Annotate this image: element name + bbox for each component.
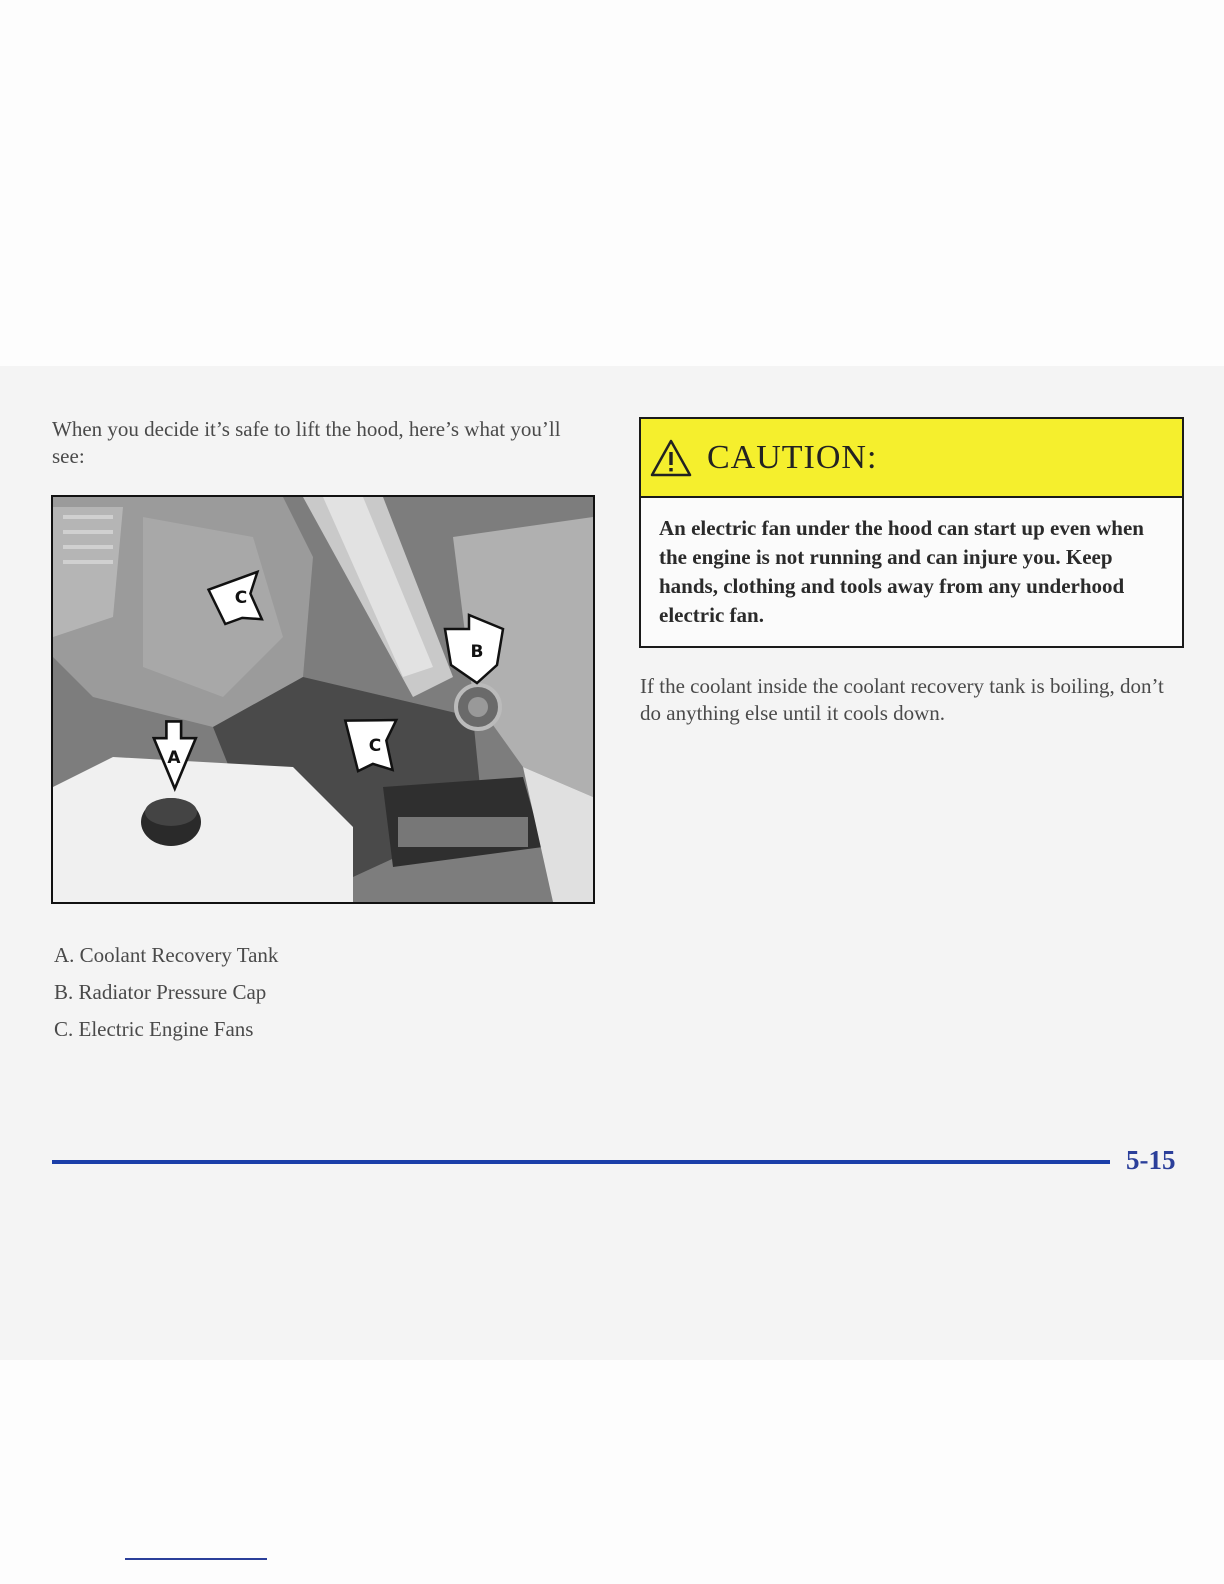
component-legend — [54, 940, 278, 1051]
callout-label: B — [470, 642, 484, 662]
intro-text: When you decide it’s safe to lift the hood, here’s what you’ll see: — [52, 417, 561, 468]
callout-label: C — [368, 736, 382, 756]
caution-box — [639, 417, 1184, 648]
caution-text: An electric fan under the hood can start up even when the engine is not running and can injure you. Keep hands, clothing and tools away from any underhood electric fan. — [659, 516, 1144, 627]
legend-item: C. Electric Engine Fans — [54, 1017, 254, 1041]
callout-label: C — [234, 588, 248, 608]
warning-triangle-icon — [649, 438, 693, 478]
caution-title: CAUTION: — [707, 438, 878, 476]
bottom-line — [125, 1558, 267, 1560]
coolant-note: If the coolant inside the coolant recovery tank is boiling, don’t do anything else until it cools down. — [640, 674, 1164, 725]
legend-item: A. Coolant Recovery Tank — [54, 943, 279, 967]
caution-header — [641, 419, 1182, 498]
footer-rule — [52, 1160, 1110, 1164]
callout-label: A — [167, 748, 181, 768]
legend-item: B. Radiator Pressure Cap — [54, 980, 267, 1004]
page-number: 5-15 — [1126, 1145, 1176, 1175]
engine-compartment-photo — [51, 495, 595, 904]
